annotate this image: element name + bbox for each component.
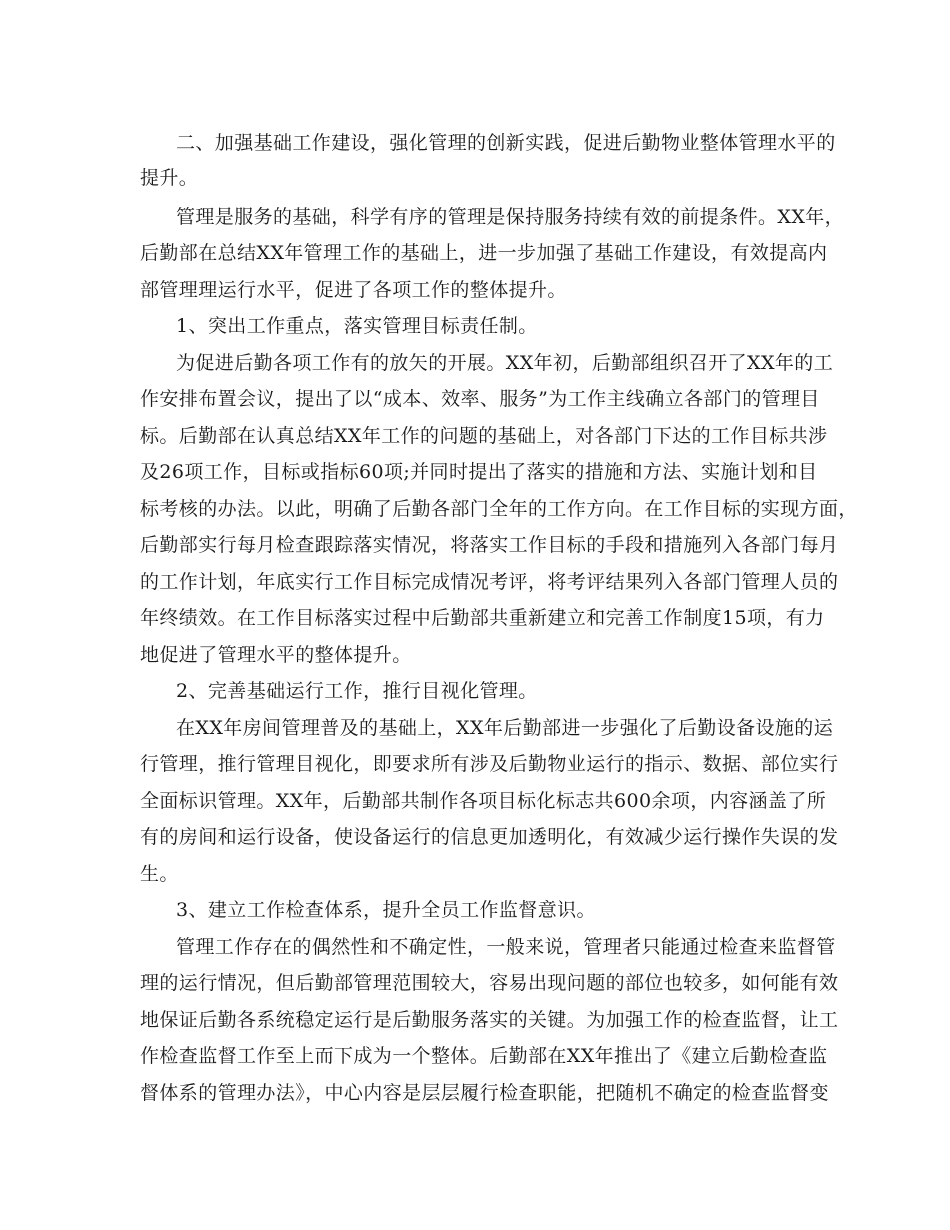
paragraph-line: 全面标识管理。XX年，后勤部共制作各项目标化标志共600余项，内容涵盖了所 (140, 790, 827, 812)
paragraph-line: 行管理，推行管理目视化，即要求所有涉及后勤物业运行的指示、数据、部位实行 (140, 753, 839, 775)
subheading-item-3: 3、建立工作检查体系，提升全员工作监督意识。 (176, 899, 596, 921)
paragraph-line: 管理是服务的基础，科学有序的管理是保持服务持续有效的前提条件。XX年， (176, 206, 845, 228)
paragraph-line: 有的房间和运行设备，使设备运行的信息更加透明化，有效减少运行操作失误的发 (140, 826, 839, 848)
paragraph-line: 标。后勤部在认真总结XX年工作的问题的基础上，对各部门下达的工作目标共涉 (140, 425, 828, 447)
paragraph-line: 的工作计划，年底实行工作目标完成情况考评，将考评结果列入各部门管理人员的 (140, 571, 839, 593)
paragraph-line: 生。 (140, 863, 179, 885)
subheading-item-1: 1、突出工作重点，落实管理目标责任制。 (176, 315, 538, 337)
paragraph-line: 理的运行情况，但后勤部管理范围较大，容易出现问题的部位也较多，如何能有效 (140, 972, 839, 994)
paragraph-line: 部管理理运行水平，促进了各项工作的整体提升。 (140, 279, 567, 301)
paragraph-line: 标考核的办法。以此，明确了后勤各部门全年的工作方向。在工作目标的实现方面， (140, 498, 858, 520)
paragraph-line: 后勤部在总结XX年管理工作的基础上，进一步加强了基础工作建设，有效提高内 (140, 242, 828, 264)
paragraph-line: 年终绩效。在工作目标落实过程中后勤部共重新建立和完善工作制度15项，有力 (140, 607, 825, 629)
paragraph-line: 地促进了管理水平的整体提升。 (140, 644, 412, 666)
subheading-item-2: 2、完善基础运行工作，推行目视化管理。 (176, 680, 538, 702)
paragraph-line: 及26项工作，目标或指标60项;并同时提出了落实的措施和方法、实施计划和目 (140, 461, 818, 483)
paragraph-line: 管理工作存在的偶然性和不确定性，一般来说，管理者只能通过检查来监督管 (176, 936, 836, 958)
paragraph-line: 在XX年房间管理普及的基础上，XX年后勤部进一步强化了后勤设备设施的运 (176, 717, 834, 739)
heading-section-2-line-1: 二、加强基础工作建设，强化管理的创新实践，促进后勤物业整体管理水平的 (176, 132, 836, 154)
paragraph-line: 作检查监督工作至上而下成为一个整体。后勤部在XX年推出了《建立后勤检查监 (140, 1045, 828, 1067)
paragraph-line: 后勤部实行每月检查跟踪落实情况，将落实工作目标的手段和措施列入各部门每月 (140, 534, 839, 556)
paragraph-line: 为促进后勤各项工作有的放矢的开展。XX年初，后勤部组织召开了XX年的工 (176, 352, 834, 374)
paragraph-line: 作安排布置会议，提出了以“成本、效率、服务”为工作主线确立各部门的管理目 (140, 388, 820, 410)
heading-section-2-line-2: 提升。 (140, 167, 199, 189)
paragraph-line: 督体系的管理办法》，中心内容是层层履行检查职能，把随机不确定的检查监督变 (140, 1082, 829, 1104)
paragraph-line: 地保证后勤各系统稳定运行是后勤服务落实的关键。为加强工作的检查监督，让工 (140, 1009, 839, 1031)
